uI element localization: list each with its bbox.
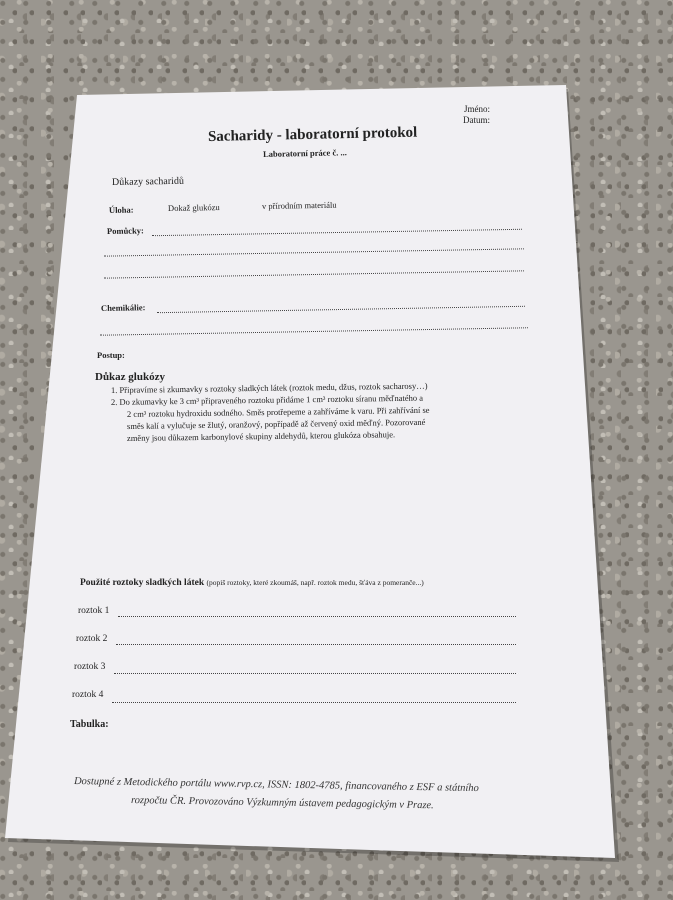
solutions-hint: (popiš roztoky, které zkoumáš, např. roztok medu, šťáva z pomeranče...) xyxy=(206,578,424,587)
solutions-heading-text: Použité roztoky sladkých látek xyxy=(80,578,205,588)
procedure-label: Postup: xyxy=(97,350,125,360)
table-label: Tabulka: xyxy=(70,719,109,730)
chemicals-label: Chemikálie: xyxy=(100,302,146,313)
task-label: Úloha: xyxy=(108,204,134,215)
solution-line-2 xyxy=(116,644,516,645)
glucose-step-1: 1. Připravíme si zkumavky s roztoky sladkých látek (roztok medu, džus, roztok sacharosy…) xyxy=(110,380,428,395)
page-title: Sacharidy - laboratorní protokol xyxy=(207,124,418,145)
glucose-step-2-line-1: 2. Do zkumavky ke 3 cm³ připraveného roztoku přidáme 1 cm³ roztoku síranu měďnatého a xyxy=(110,392,424,407)
page-subtitle: Laboratorní práce č. ... xyxy=(262,147,347,159)
glucose-heading: Důkaz glukózy xyxy=(95,371,165,383)
task-text: Dokaž glukózu xyxy=(167,202,220,213)
section-heading: Důkazy sacharidů xyxy=(111,175,185,188)
tools-label: Pomůcky: xyxy=(106,225,144,236)
name-label: Jméno: xyxy=(464,104,490,114)
solution-label-3: roztok 3 xyxy=(74,662,106,672)
footer-line-1: Dostupné z Metodického portálu www.rvp.cz, ISSN: 1802-4785, financovaného z ESF a státního xyxy=(73,776,479,795)
date-label: Datum: xyxy=(463,115,490,125)
solution-label-4: roztok 4 xyxy=(72,690,104,700)
glucose-step-2-line-4: změny jsou důkazem karbonylové skupiny aldehydů, kterou glukóza obsahuje. xyxy=(126,429,396,443)
solution-label-2: roztok 2 xyxy=(76,634,108,644)
glucose-step-2-line-2: 2 cm³ roztoku hydroxidu sodného. Směs protřepeme a zahříváme k varu. Při zahřívání se xyxy=(126,404,430,419)
solution-label-1: roztok 1 xyxy=(78,606,110,616)
solution-line-1 xyxy=(118,616,516,617)
solutions-heading xyxy=(80,578,424,588)
glucose-step-2-line-3: směs kalí a vylučuje se žlutý, oranžový, popřípadě až červený oxid měďný. Pozorované xyxy=(126,416,426,431)
solution-line-3 xyxy=(114,673,516,674)
solution-line-4 xyxy=(112,702,516,703)
task-text-right: v přírodním materiálu xyxy=(261,199,337,211)
footer-line-2: rozpočtu ČR. Provozováno Výzkumným ústavem pedagogickým v Praze. xyxy=(130,795,434,812)
